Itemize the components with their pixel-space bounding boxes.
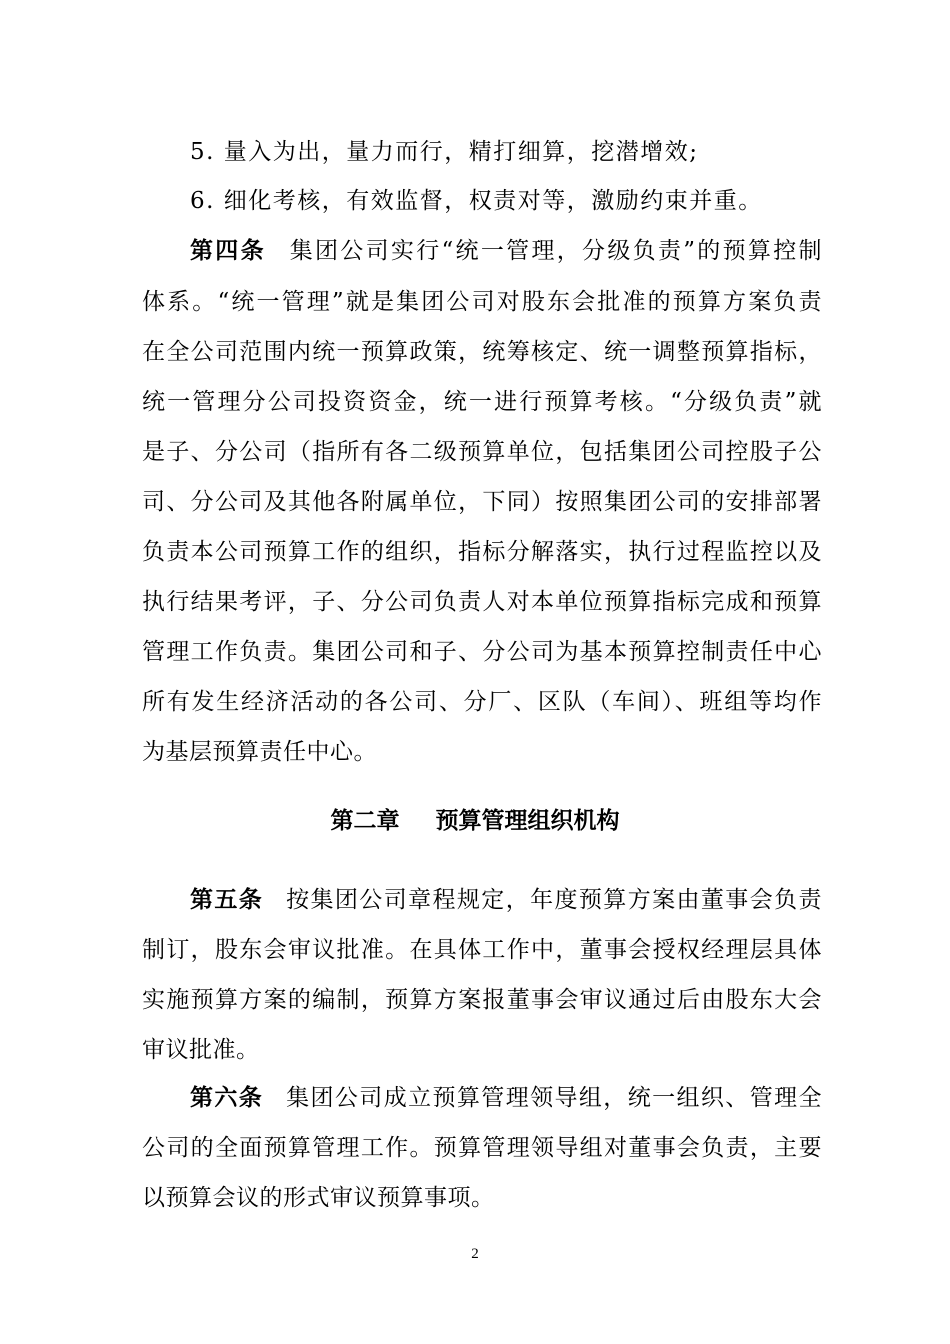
article-4-line: 司、分公司及其他各附属单位，下同）按照集团公司的安排部署: [142, 489, 822, 515]
article-4-label: 第四条: [190, 237, 266, 264]
article-4-line: 是子、分公司（指所有各二级预算单位，包括集团公司控股子公: [142, 439, 822, 465]
article-4-text: 集团公司实行“统一管理，分级负责”的预算控制: [287, 238, 822, 264]
article-5-line: 实施预算方案的编制，预算方案报董事会审议通过后由股东大会: [142, 987, 822, 1013]
article-4-line: 在全公司范围内统一预算政策，统筹核定、统一调整预算指标，: [142, 339, 822, 365]
article-5-first-line: [190, 885, 822, 915]
article-6-line: 以预算会议的形式审议预算事项。: [142, 1185, 495, 1211]
article-6-first-line: [190, 1083, 822, 1113]
article-4-line: 为基层预算责任中心。: [142, 739, 377, 765]
article-4-line: 执行结果考评，子、分公司负责人对本单位预算指标完成和预算: [142, 589, 822, 615]
article-4-line: 体系。“统一管理”就是集团公司对股东会批准的预算方案负责: [142, 289, 822, 315]
chapter-title: 预算管理组织机构: [435, 808, 620, 834]
article-4-line: 负责本公司预算工作的组织，指标分解落实，执行过程监控以及: [142, 539, 822, 565]
article-5-line: 制订，股东会审议批准。在具体工作中，董事会授权经理层具体: [142, 937, 822, 963]
list-item-6: 6. 细化考核，有效监督，权责对等，激励约束并重。: [190, 188, 763, 214]
article-4-line: 所有发生经济活动的各公司、分厂、区队（车间）、班组等均作: [142, 689, 822, 715]
article-6-text: 集团公司成立预算管理领导组，统一组织、管理全: [285, 1085, 822, 1111]
chapter-heading: [0, 806, 950, 836]
article-4-line: 统一管理分公司投资资金，统一进行预算考核。“分级负责”就: [142, 389, 822, 415]
article-5-label: 第五条: [190, 886, 264, 913]
article-6-label: 第六条: [190, 1084, 264, 1111]
page-number: 2: [471, 1246, 479, 1262]
article-5-text: 按集团公司章程规定，年度预算方案由董事会负责: [285, 887, 822, 913]
chapter-number: 第二章: [330, 808, 400, 834]
article-5-line: 审议批准。: [142, 1037, 260, 1063]
article-4-first-line: [190, 236, 822, 266]
article-4-line: 管理工作负责。集团公司和子、分公司为基本预算控制责任中心: [142, 639, 822, 665]
article-6-line: 公司的全面预算管理工作。预算管理领导组对董事会负责，主要: [142, 1135, 822, 1161]
list-item-5: 5. 量入为出，量力而行，精打细算，挖潜增效;: [190, 139, 699, 165]
